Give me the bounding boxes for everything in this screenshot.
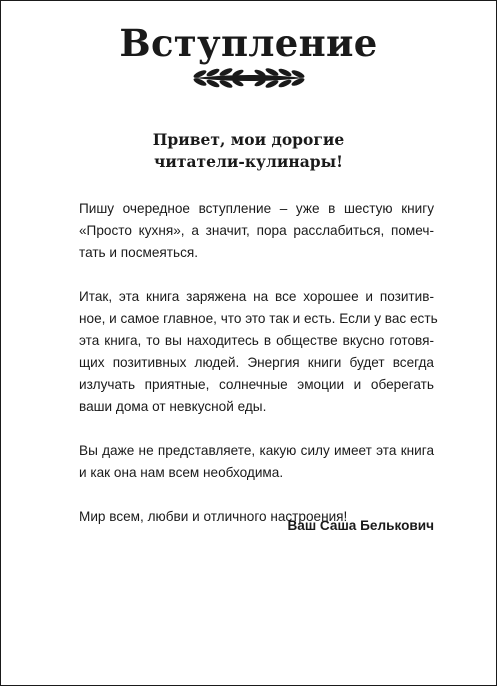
text-line: Пишу очередное вступление – уже в шестую книгу — [79, 201, 434, 216]
text-line: щих позитивных людей. Энергия книги будет всегда — [79, 355, 434, 370]
greeting-line: Привет, мои дорогие — [152, 130, 345, 149]
text-line: ное, и самое главное, что это так и есть. Если у вас есть — [79, 311, 438, 326]
text-line: эта книга, то вы находитесь в обществе вкусно готовя- — [79, 333, 434, 348]
text-line: «Просто кухня», а значит, пора расслабиться, помеч- — [79, 223, 434, 238]
greeting-line: читатели-кулинары! — [154, 152, 343, 171]
text-line: Итак, эта книга заряжена на все хорошее и позитив- — [79, 289, 434, 304]
paragraph — [79, 440, 434, 484]
text-line: ваши дома от невкусной еды. — [79, 399, 267, 414]
text-line: излучать приятные, солнечные эмоции и оберегать — [79, 377, 434, 392]
laurel-branches-ornament-icon — [188, 65, 310, 91]
intro-text — [79, 198, 438, 550]
page-title: Вступление — [119, 21, 378, 65]
paragraph — [79, 198, 434, 264]
text-line: и как она нам всем необходима. — [79, 465, 284, 480]
author-signature: Ваш Саша Белькович — [287, 518, 434, 533]
text-line: Вы даже не представляете, какую силу имеет эта книга — [79, 443, 434, 458]
greeting — [1, 129, 496, 173]
text-line: тать и посмеяться. — [79, 245, 199, 260]
paragraph — [79, 286, 438, 418]
text-line: Мир всем, любви и отличного настроения! — [79, 509, 348, 524]
